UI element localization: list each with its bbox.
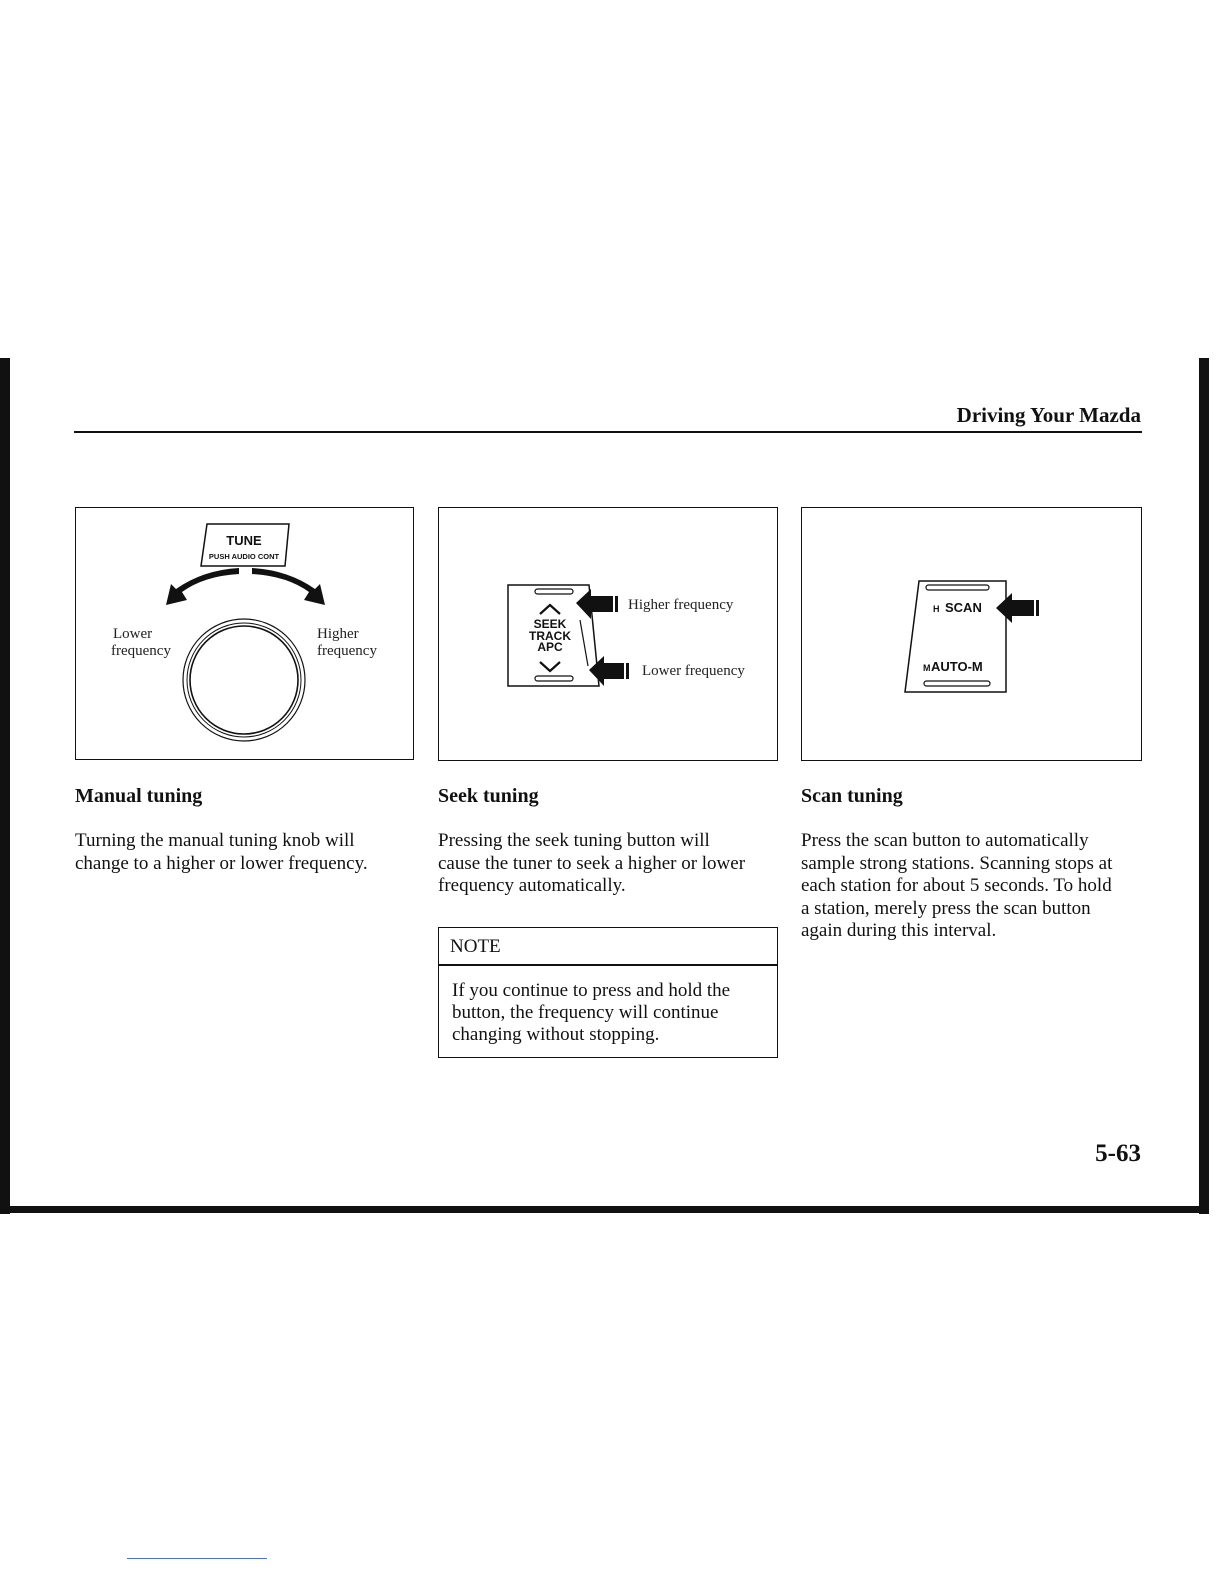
higher-frequency-label-line1: Higher bbox=[317, 626, 359, 642]
paragraph-line: cause the tuner to seek a higher or lower bbox=[438, 852, 746, 874]
paragraph-line: each station for about 5 seconds. To hold bbox=[801, 875, 1112, 896]
push-audio-label: PUSH AUDIO CONT bbox=[208, 552, 280, 561]
paragraph-line: Press the scan button to automatically bbox=[801, 830, 1089, 851]
higher-frequency-label-line2: frequency bbox=[317, 643, 377, 659]
note-rule bbox=[439, 964, 777, 966]
right-border-bar bbox=[1199, 358, 1209, 1214]
scan-label: SCAN bbox=[945, 600, 982, 615]
paragraph-line: Pressing the seek tuning button will bbox=[438, 830, 710, 851]
note-text bbox=[452, 980, 767, 1046]
higher-frequency-label: Higher frequency bbox=[628, 597, 734, 613]
track-label: TRACK bbox=[529, 629, 571, 643]
note-line: changing without stopping. bbox=[452, 1024, 660, 1045]
autom-m-label: M bbox=[923, 663, 931, 673]
paragraph-line: change to a higher or lower frequency. bbox=[75, 852, 368, 874]
note-box bbox=[438, 927, 778, 1058]
scan-button-panel bbox=[905, 581, 1006, 692]
left-border-bar bbox=[0, 358, 10, 1214]
seek-label: SEEK bbox=[533, 617, 567, 631]
tune-button-icon bbox=[201, 524, 289, 566]
autom-label: AUTO-M bbox=[931, 659, 983, 674]
note-label: NOTE bbox=[450, 936, 501, 957]
rotate-right-arrow-icon bbox=[252, 568, 325, 605]
lower-frequency-label: Lower frequency bbox=[642, 663, 745, 679]
seek-tuning-paragraph bbox=[438, 830, 745, 898]
page-header-title: Driving Your Mazda bbox=[956, 403, 1141, 427]
scan-tuning-figure bbox=[801, 507, 1142, 761]
scan-h-label: H bbox=[933, 604, 940, 614]
tune-label: TUNE bbox=[226, 533, 262, 548]
tuning-knob-icon bbox=[183, 619, 305, 741]
scan-tuning-heading: Scan tuning bbox=[801, 785, 903, 807]
apc-label: APC bbox=[537, 640, 563, 654]
seek-tuning-heading: Seek tuning bbox=[438, 785, 539, 807]
bottom-border-bar bbox=[0, 1206, 1209, 1213]
lower-frequency-label-line2: frequency bbox=[111, 643, 171, 659]
page-number: 5-63 bbox=[1095, 1140, 1141, 1167]
paragraph-line: sample strong stations. Scanning stops at bbox=[801, 852, 1113, 874]
manual-tuning-heading: Manual tuning bbox=[75, 785, 203, 807]
lower-frequency-label-line1: Lower bbox=[113, 626, 153, 642]
manual-tuning-paragraph bbox=[75, 830, 368, 875]
manual-tuning-figure bbox=[75, 507, 414, 760]
header-rule bbox=[74, 431, 1142, 433]
paragraph-line: a station, merely press the scan button bbox=[801, 897, 1091, 919]
rotate-left-arrow-icon bbox=[166, 568, 239, 605]
scan-artifact-rule bbox=[127, 1558, 267, 1559]
paragraph-line: again during this interval. bbox=[801, 920, 997, 941]
paragraph-line: Turning the manual tuning knob will bbox=[75, 830, 355, 851]
note-line: button, the frequency will continue bbox=[452, 1002, 719, 1023]
paragraph-line: frequency automatically. bbox=[438, 875, 626, 896]
scan-tuning-paragraph bbox=[801, 830, 1112, 943]
note-line: If you continue to press and hold the bbox=[452, 980, 731, 1001]
seek-tuning-figure bbox=[438, 507, 778, 761]
